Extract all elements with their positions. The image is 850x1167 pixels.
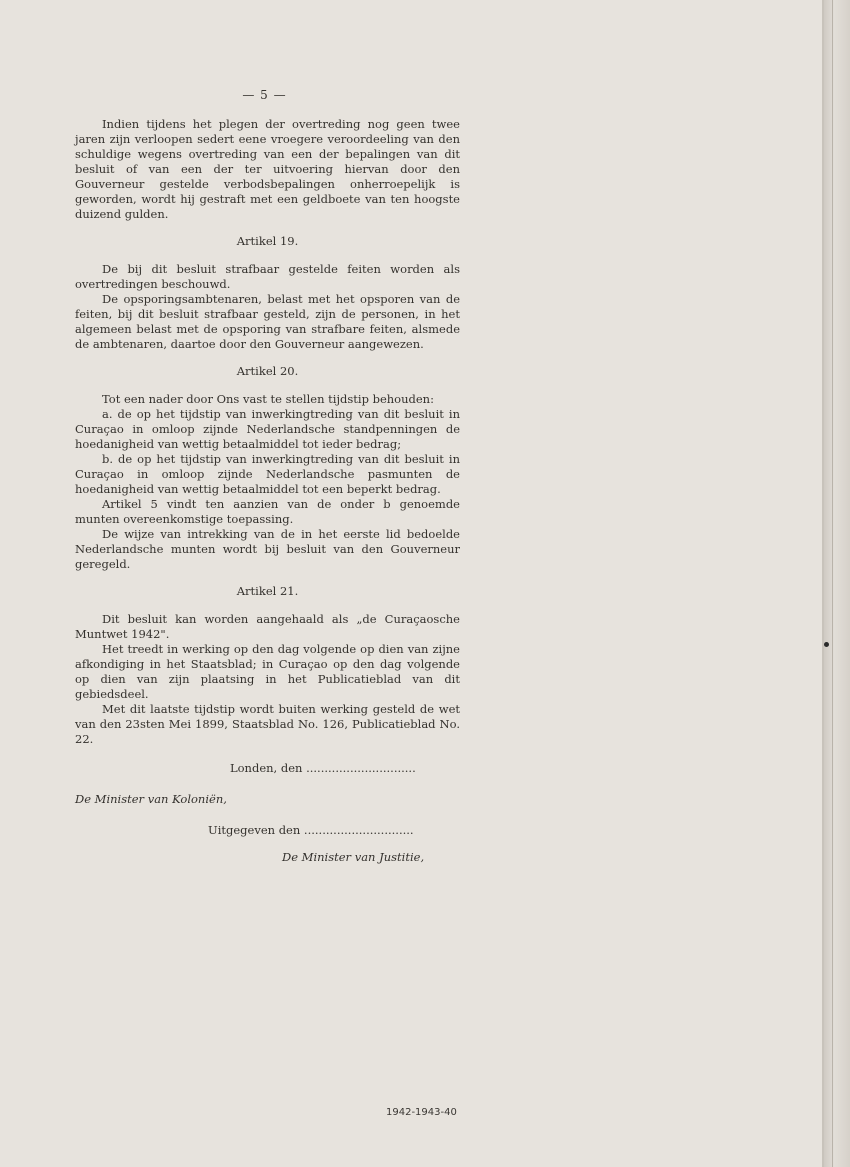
document-body <box>75 88 460 865</box>
art20-paragraph-a: a. de op het tijdstip van inwerkingtreding van dit besluit in Curaçao in omloop zijnde Nederlandsche standpenningen de hoedanigheid van wettig betaalmiddel tot ieder bedrag; <box>75 407 460 451</box>
heading-artikel-19: Artikel 19. <box>236 234 299 248</box>
minister-justitie-signature: De Minister van Justitie, <box>282 850 425 864</box>
art21-paragraph-3: Met dit laatste tijdstip wordt buiten werking gesteld de wet van den 23sten Mei 1899, Staatsblad No. 126, Publicatieblad No. 22. <box>75 702 460 746</box>
heading-artikel-21: Artikel 21. <box>236 584 299 598</box>
art20-paragraph-3: Artikel 5 vindt ten aanzien van de onder b genoemde munten overeenkomstige toepassing. <box>75 497 460 526</box>
art20-paragraph-1: Tot een nader door Ons vast te stellen tijdstip behouden: <box>102 392 434 406</box>
paragraph-penalty: Indien tijdens het plegen der overtreding nog geen twee jaren zijn verloopen sedert eene vroegere veroordeeling van den schuldige wegens overtreding van een der bepalingen van dit besluit of van een der ter uitvoering hiervan door den Gouverneur gestelde verbodsbepalingen onherroepelijk is geworden, wordt hij gestraft met een geldboete van ten hoogste duizend gulden. <box>75 117 460 221</box>
page-number: — 5 — <box>242 88 287 102</box>
art19-paragraph-1: De bij dit besluit strafbaar gestelde feiten worden als overtredingen beschouwd. <box>75 262 460 291</box>
minister-kolonien-signature: De Minister van Koloniën, <box>75 792 227 806</box>
heading-artikel-20: Artikel 20. <box>236 364 299 378</box>
place-date-line: Londen, den .............................. <box>230 761 416 775</box>
ink-dot <box>824 642 829 647</box>
footer-code: 1942-1943-40 <box>386 1107 457 1118</box>
art21-paragraph-2: Het treedt in werking op den dag volgende op dien van zijne afkondiging in het Staatsblad; in Curaçao op den dag volgende op dien van zijn plaatsing in het Publicatieblad van dit gebiedsdeel. <box>75 642 460 701</box>
art20-paragraph-4: De wijze van intrekking van de in het eerste lid bedoelde Nederlandsche munten wordt bij besluit van den Gouverneur geregeld. <box>75 527 460 571</box>
underlying-page-edge <box>824 0 850 1167</box>
issued-date-line: Uitgegeven den .............................. <box>208 823 414 837</box>
page-edge-line <box>832 0 833 1167</box>
art20-paragraph-b: b. de op het tijdstip van inwerkingtreding van dit besluit in Curaçao in omloop zijnde Nederlandsche pasmunten de hoedanigheid van wettig betaalmiddel tot een beperkt bedrag. <box>75 452 460 496</box>
art21-paragraph-1: Dit besluit kan worden aangehaald als „de Curaçaosche Muntwet 1942". <box>75 612 460 641</box>
art19-paragraph-2: De opsporingsambtenaren, belast met het opsporen van de feiten, bij dit besluit strafbaar gesteld, zijn de personen, in het algemeen belast met de opsporing van strafbare feiten, alsmede de ambtenaren, daartoe door den Gouverneur aangewezen. <box>75 292 460 351</box>
